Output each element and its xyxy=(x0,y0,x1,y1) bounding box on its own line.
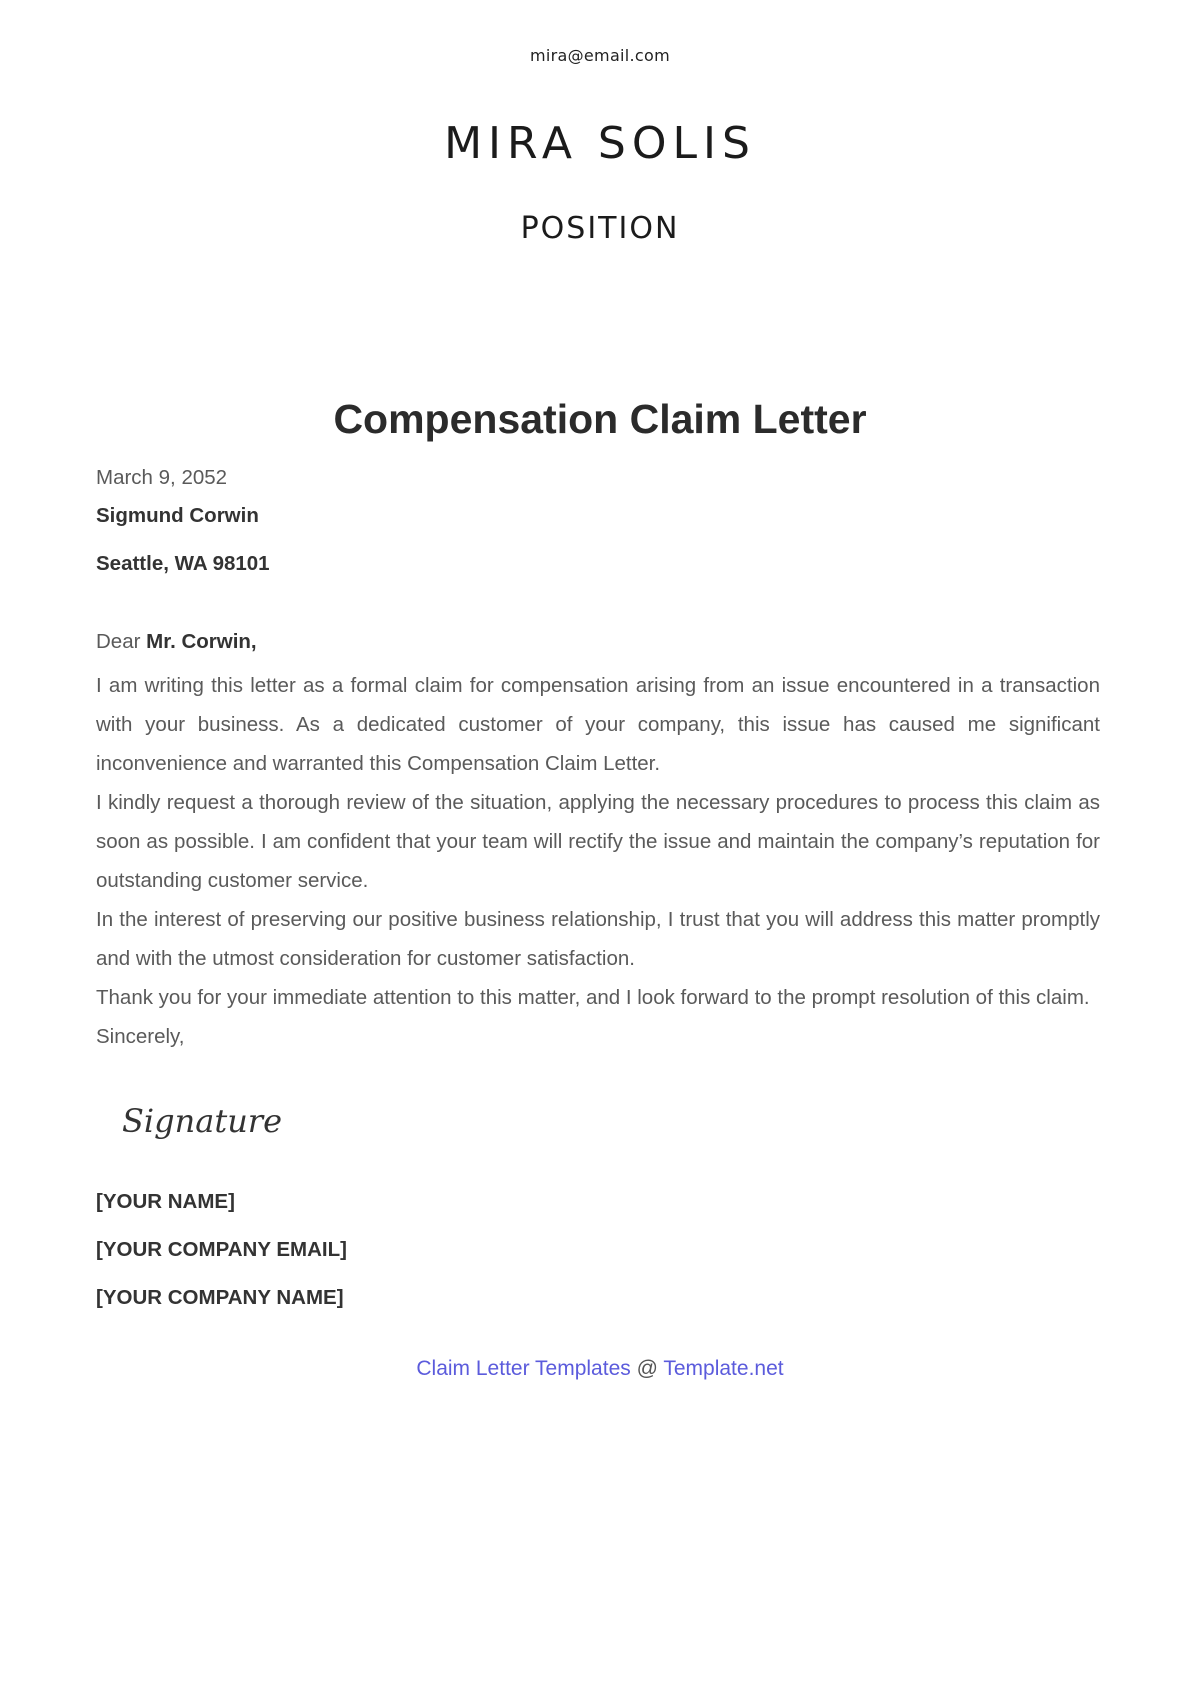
signature-image xyxy=(118,1092,318,1152)
greeting-prefix: Dear xyxy=(96,630,147,653)
recipient-name: Sigmund Corwin xyxy=(96,504,259,527)
claim-letter-templates-link[interactable]: Claim Letter Templates xyxy=(416,1357,631,1380)
greeting xyxy=(96,628,1100,656)
sender-company-email: [YOUR COMPANY EMAIL] xyxy=(96,1238,347,1261)
letter-date: March 9, 2052 xyxy=(96,466,228,489)
sender-name-heading: MIRA SOLIS xyxy=(444,118,756,169)
template-net-link[interactable]: Template.net xyxy=(663,1357,784,1380)
header-email: mira@email.com xyxy=(530,46,670,65)
greeting-name: Mr. Corwin, xyxy=(146,630,257,653)
paragraph: Thank you for your immediate attention to this matter, and I look forward to the prompt resolution of this claim. xyxy=(96,986,1090,1009)
sender-position: POSITION xyxy=(520,211,680,246)
letter-body xyxy=(96,464,1100,1332)
paragraph: In the interest of preserving our positive business relationship, I trust that you will address this matter promptly and with the utmost consideration for customer satisfaction. xyxy=(96,908,1100,970)
sender-name: [YOUR NAME] xyxy=(96,1190,235,1213)
paragraph: I kindly request a thorough review of the situation, applying the necessary procedures to process this claim as soon as possible. I am confident that your team will rectify the issue and maintain the company’s reputation for outstanding customer service. xyxy=(96,791,1100,892)
recipient-address: Seattle, WA 98101 xyxy=(96,552,270,575)
signature-text: Signature xyxy=(122,1102,283,1140)
sender-signature-block xyxy=(96,1188,1100,1312)
paragraph: I am writing this letter as a formal claim for compensation arising from an issue encountered in a transaction with your business. As a dedicated customer of your company, this issue has caused me significant inconvenience and warranted this Compensation Claim Letter. xyxy=(96,674,1100,775)
letter-title: Compensation Claim Letter xyxy=(333,396,867,442)
sender-company-name: [YOUR COMPANY NAME] xyxy=(96,1286,344,1309)
footer-separator: @ xyxy=(630,1357,664,1380)
footer-attribution xyxy=(0,1354,1200,1384)
closing: Sincerely, xyxy=(96,1025,185,1048)
